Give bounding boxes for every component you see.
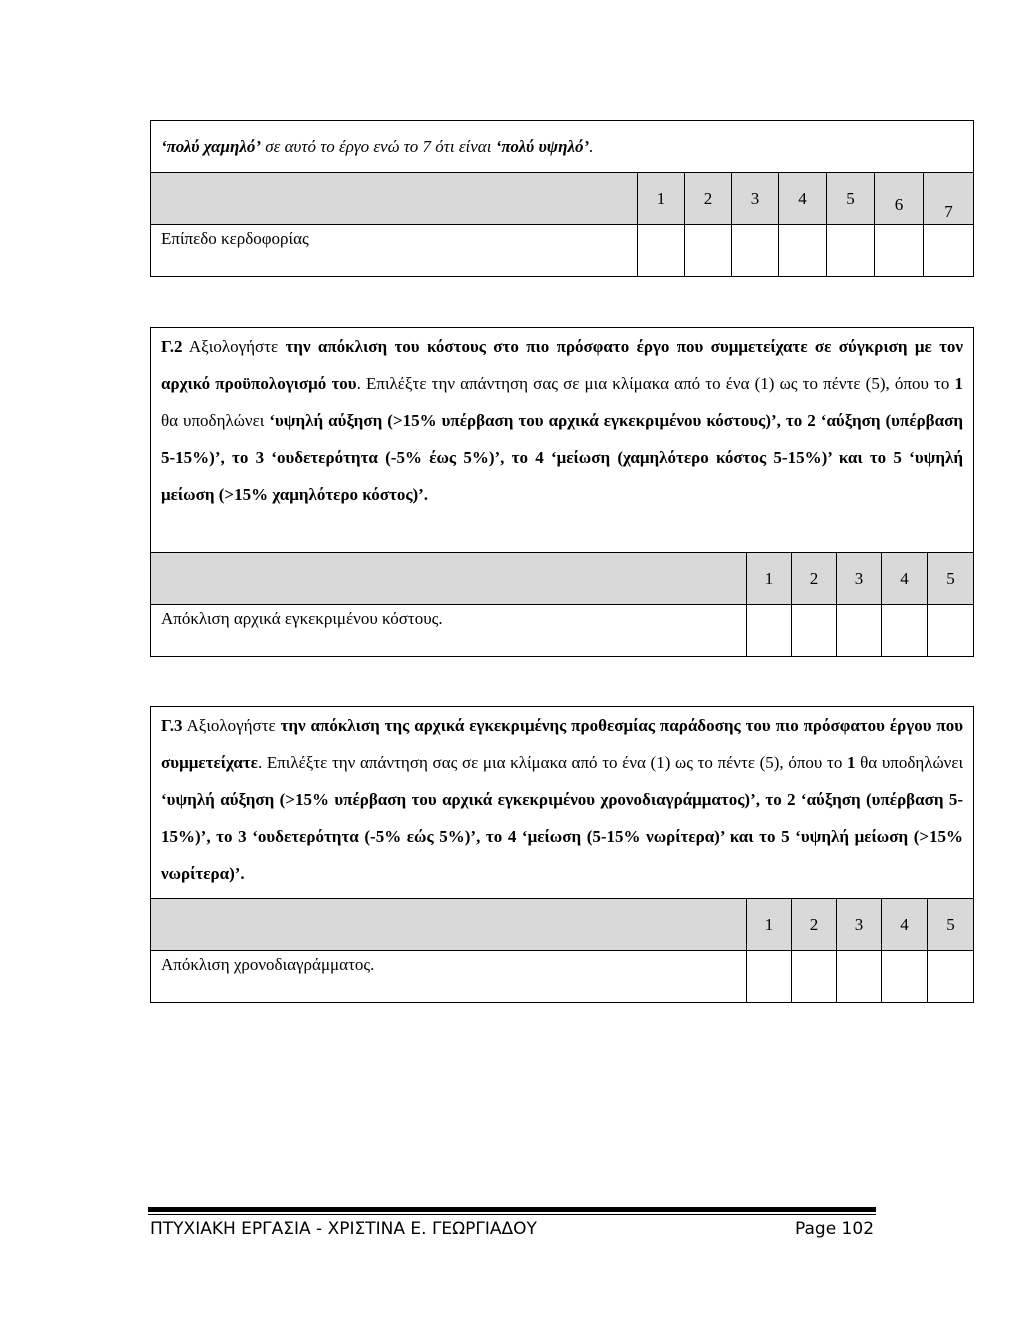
question-g3	[151, 707, 974, 899]
scale-5: 5	[928, 553, 974, 605]
scale-6: 6	[875, 173, 924, 225]
question-intro	[151, 121, 974, 173]
answer-cell-1[interactable]	[747, 951, 792, 1003]
answer-cell-3[interactable]	[732, 225, 779, 277]
q-bold-3: ‘υψηλή αύξηση (>15% υπέρβαση του αρχικά εγκεκριμένου χρονοδιαγράμματος)’, το 2 ‘αύξηση (υπέρβαση 5-15%)’, το 3 ‘ουδετερότητα (-5% εώς 5%)’, το 4 ‘μείωση (5-15% νωρίτερα)’ και το 5 ‘υψηλή μείωση (>15% νωρίτερα)’.	[161, 790, 964, 883]
rating-table-schedule-deviation	[150, 706, 974, 1003]
q-bold-2: 1	[954, 374, 964, 393]
rating-table-cost-deviation	[150, 327, 974, 657]
scale-header-blank	[151, 173, 638, 225]
scale-1: 1	[747, 553, 792, 605]
scale-5: 5	[827, 173, 875, 225]
footer-rule-thin	[148, 1214, 876, 1215]
answer-cell-3[interactable]	[837, 951, 882, 1003]
scale-3: 3	[732, 173, 779, 225]
rating-table-profitability	[150, 120, 974, 277]
scale-1: 1	[638, 173, 685, 225]
page-number: Page 102	[795, 1219, 875, 1239]
q-bold-3: ‘υψηλή αύξηση (>15% υπέρβαση του αρχικά εγκεκριμένου κόστους)’, το 2 ‘αύξηση (υπέρβαση 5-15%)’, το 3 ‘ουδετερότητα (-5% έως 5%)’, το 4 ‘μείωση (χαμηλότερο κόστος 5-15%)’ και το 5 ‘υψηλή μείωση (>15% χαμηλότερο κόστος)’.	[161, 411, 964, 504]
row-label: Απόκλιση χρονοδιαγράμματος.	[151, 951, 747, 1003]
answer-cell-4[interactable]	[882, 951, 928, 1003]
q-bold-1: την απόκλιση του κόστους στο πιο πρόσφατο έργο που συμμετείχατε σε σύγκριση με τον αρχικό προϋπολογισμό του	[161, 337, 964, 393]
intro-bold-low: ‘πολύ χαμηλό’	[161, 137, 262, 156]
scale-header-blank	[151, 553, 747, 605]
answer-cell-2[interactable]	[792, 605, 837, 657]
row-label: Απόκλιση αρχικά εγκεκριμένου κόστους.	[151, 605, 747, 657]
answer-cell-3[interactable]	[837, 605, 882, 657]
q-text-3: θα υποδηλώνει	[855, 753, 964, 772]
scale-2: 2	[685, 173, 732, 225]
scale-3: 3	[837, 553, 882, 605]
scale-5: 5	[928, 899, 974, 951]
question-number: Γ.3	[161, 716, 183, 735]
question-number: Γ.2	[161, 337, 183, 356]
answer-cell-6[interactable]	[875, 225, 924, 277]
scale-4: 4	[882, 553, 928, 605]
q-text-3: θα υποδηλώνει	[161, 411, 270, 430]
answer-cell-4[interactable]	[882, 605, 928, 657]
answer-cell-1[interactable]	[747, 605, 792, 657]
q-text-1: Αξιολογήστε	[182, 716, 281, 735]
footer-title: ΠΤΥΧΙΑΚΗ ΕΡΓΑΣΙΑ - ΧΡΙΣΤΙΝΑ Ε. ΓΕΩΡΓΙΑΔΟΥ	[150, 1219, 537, 1239]
answer-cell-5[interactable]	[827, 225, 875, 277]
scale-4: 4	[882, 899, 928, 951]
scale-2: 2	[792, 553, 837, 605]
scale-2: 2	[792, 899, 837, 951]
answer-cell-7[interactable]	[924, 225, 974, 277]
intro-bold-high: ‘πολύ υψηλό’	[495, 137, 590, 156]
scale-7: 7	[924, 173, 974, 225]
scale-1: 1	[747, 899, 792, 951]
footer-rule-thick	[148, 1207, 876, 1212]
answer-cell-2[interactable]	[792, 951, 837, 1003]
intro-end: .	[589, 137, 594, 156]
answer-cell-1[interactable]	[638, 225, 685, 277]
q-text-2: . Επιλέξτε την απάντηση σας σε μια κλίμακα από το ένα (1) ως το πέντε (5), όπου το	[257, 753, 847, 772]
intro-mid: σε αυτό το έργο ενώ το 7 ότι είναι	[261, 137, 496, 156]
q-bold-2: 1	[846, 753, 856, 772]
answer-cell-5[interactable]	[928, 605, 974, 657]
answer-cell-2[interactable]	[685, 225, 732, 277]
q-text-1: Αξιολογήστε	[182, 337, 286, 356]
q-bold-1: την απόκλιση της αρχικά εγκεκριμένης προθεσμίας παράδοσης του πιο πρόσφατου έργου που συμμετείχατε	[161, 716, 964, 772]
q-text-2: . Επιλέξτε την απάντηση σας σε μια κλίμακα από το ένα (1) ως το πέντε (5), όπου το	[356, 374, 955, 393]
question-g2	[151, 328, 974, 553]
row-label: Επίπεδο κερδοφορίας	[151, 225, 638, 277]
scale-4: 4	[779, 173, 827, 225]
scale-3: 3	[837, 899, 882, 951]
answer-cell-4[interactable]	[779, 225, 827, 277]
scale-header-blank	[151, 899, 747, 951]
answer-cell-5[interactable]	[928, 951, 974, 1003]
